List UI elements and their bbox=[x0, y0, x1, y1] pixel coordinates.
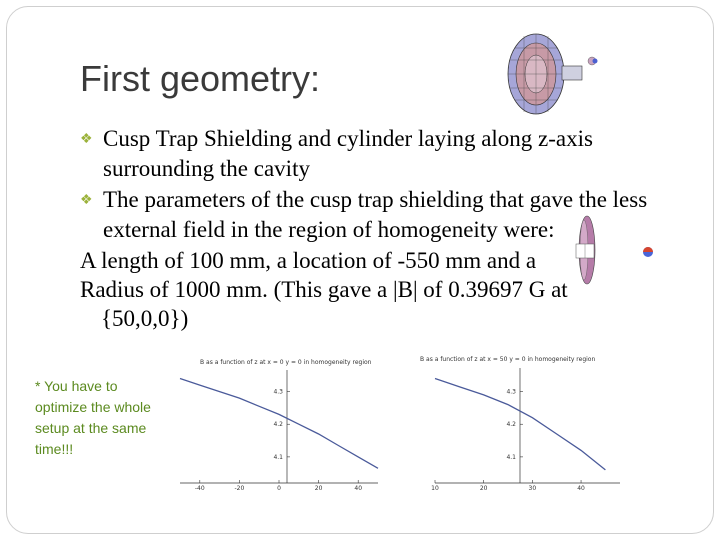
bullet-marker-icon: ❖ bbox=[80, 193, 93, 208]
y-tick-label: 4.2 bbox=[506, 421, 516, 429]
parameter-line: Radius of 1000 mm. (This gave a |B| of 0.39697 G at bbox=[80, 277, 568, 302]
y-tick-label: 4.1 bbox=[506, 453, 516, 461]
slide-title: First geometry: bbox=[80, 58, 321, 99]
y-tick-label: 4.3 bbox=[506, 388, 516, 396]
x-tick-label: -40 bbox=[194, 485, 205, 492]
x-tick-label: 0 bbox=[277, 485, 281, 492]
parameter-line: A length of 100 mm, a location of -550 mm and a bbox=[80, 248, 537, 273]
y-tick-label: 4.3 bbox=[273, 388, 283, 396]
x-tick-label: -20 bbox=[234, 485, 245, 492]
x-tick-label: 30 bbox=[528, 485, 537, 492]
y-tick-label: 4.2 bbox=[273, 421, 283, 429]
x-tick-label: 20 bbox=[479, 485, 488, 492]
chart-z-axis-offset bbox=[420, 356, 620, 492]
x-tick-label: 20 bbox=[314, 485, 323, 492]
cylinder-3d-image bbox=[576, 216, 653, 284]
x-tick-label: 40 bbox=[354, 485, 363, 492]
parameter-line: {50,0,0}) bbox=[101, 306, 189, 331]
cusp-trap-3d-image bbox=[508, 34, 598, 114]
chart-z-axis bbox=[180, 359, 378, 492]
bullet-text: Cusp Trap Shielding and cylinder laying along z-axis surrounding the cavity bbox=[103, 126, 593, 181]
optimization-note: * You have to optimize the whole setup at the same time!!! bbox=[35, 378, 151, 457]
bullet-text: The parameters of the cusp trap shielding that gave the less external field in the region of homogeneity were: bbox=[103, 187, 648, 242]
x-tick-label: 40 bbox=[577, 485, 585, 492]
bullet-marker-icon: ❖ bbox=[80, 132, 93, 147]
y-tick-label: 4.1 bbox=[273, 453, 283, 461]
chart-title: B as a function of z at x = 0 y = 0 in homogeneity region bbox=[200, 359, 372, 366]
chart-title: B as a function of z at x = 50 y = 0 in homogeneity region bbox=[420, 356, 596, 363]
x-tick-label: 10 bbox=[431, 485, 439, 492]
